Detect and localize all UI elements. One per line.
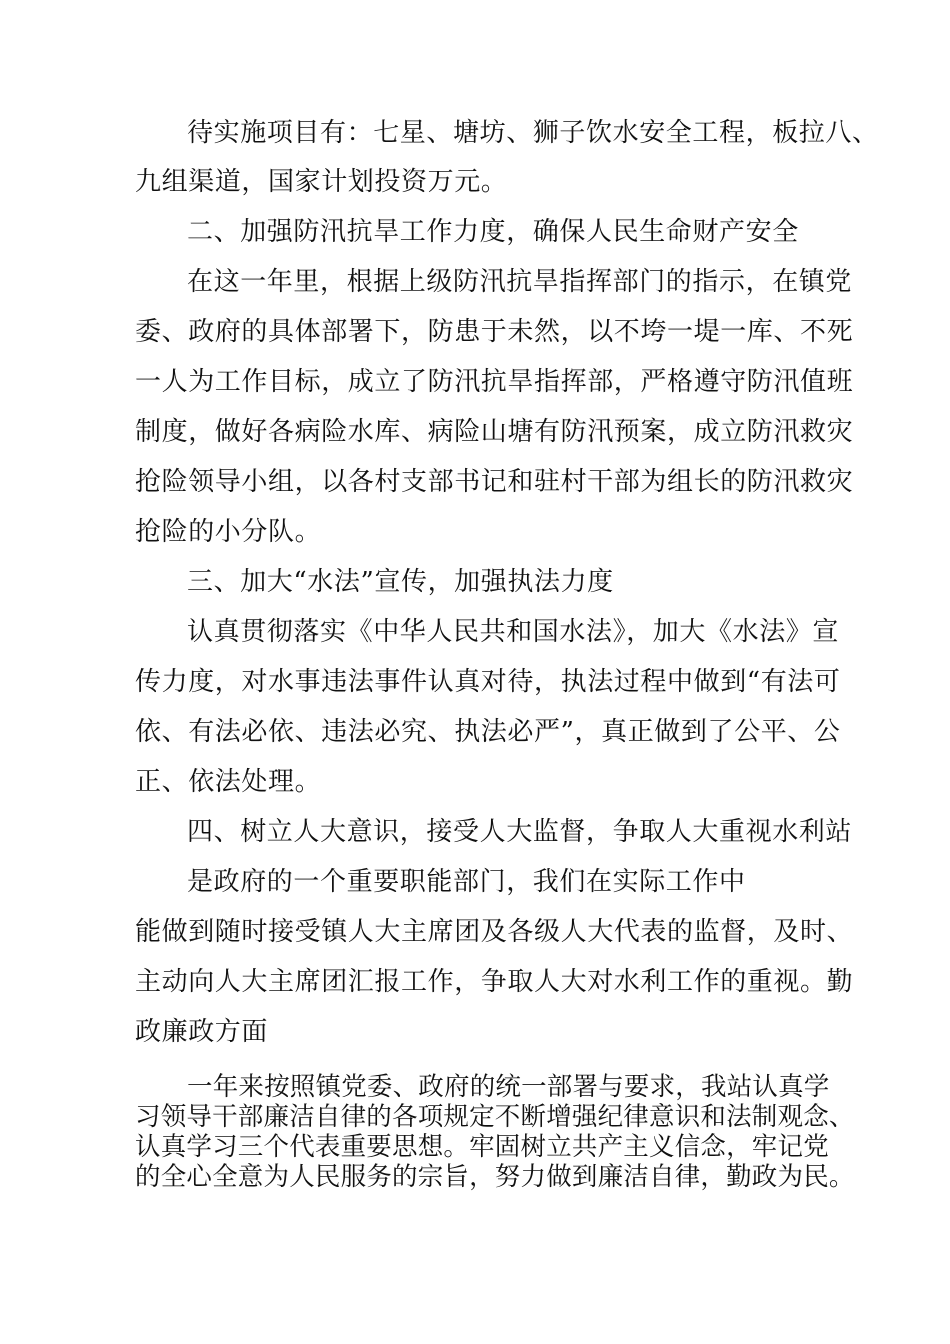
text-line: 能做到随时接受镇人大主席团及各级人大代表的监督，及时、 xyxy=(135,917,854,947)
text-line: 认真贯彻落实《中华人民共和国水法》，加大《水法》宣 xyxy=(187,617,840,647)
section-heading: 三、加大“水法”宣传，加强执法力度 xyxy=(187,567,614,597)
text-line: 抢险的小分队。 xyxy=(135,517,322,547)
section-heading: 四、树立人大意识，接受人大监督，争取人大重视水利站 xyxy=(187,817,853,847)
text-line: 传力度，对水事违法事件认真对待，执法过程中做到“有法可 xyxy=(135,667,841,697)
text-line: 主动向人大主席团汇报工作，争取人大对水利工作的重视。勤 xyxy=(135,967,854,997)
text-line: 待实施项目有：七星、塘坊、狮子饮水安全工程，板拉八、 xyxy=(187,118,879,148)
text-line: 依、有法必依、违法必究、执法必严”，真正做到了公平、公 xyxy=(135,717,841,747)
text-line: 一人为工作目标，成立了防汛抗旱指挥部，严格遵守防汛值班 xyxy=(135,367,854,397)
text-line: 一年来按照镇党委、政府的统一部署与要求，我站认真学 xyxy=(187,1072,830,1102)
text-line: 的全心全意为人民服务的宗旨，努力做到廉洁自律，勤政为民。 xyxy=(135,1162,855,1192)
text-line: 习领导干部廉洁自律的各项规定不断增强纪律意识和法制观念、 xyxy=(135,1102,855,1132)
text-line: 制度，做好各病险水库、病险山塘有防汛预案，成立防汛救灾 xyxy=(135,417,854,447)
text-line: 九组渠道，国家计划投资万元。 xyxy=(135,167,508,197)
section-heading: 二、加强防汛抗旱工作力度，确保人民生命财产安全 xyxy=(187,217,799,247)
text-line: 委、政府的具体部署下，防患于未然，以不垮一堤一库、不死 xyxy=(135,317,854,347)
text-line: 在这一年里，根据上级防汛抗旱指挥部门的指示，在镇党 xyxy=(187,267,853,297)
text-line: 正、依法处理。 xyxy=(135,767,322,797)
text-line: 政廉政方面 xyxy=(135,1017,269,1047)
text-line: 抢险领导小组，以各村支部书记和驻村干部为组长的防汛救灾 xyxy=(135,467,854,497)
text-line: 是政府的一个重要职能部门，我们在实际工作中 xyxy=(187,867,746,897)
text-line: 认真学习三个代表重要思想。牢固树立共产主义信念，牢记党 xyxy=(135,1132,829,1162)
